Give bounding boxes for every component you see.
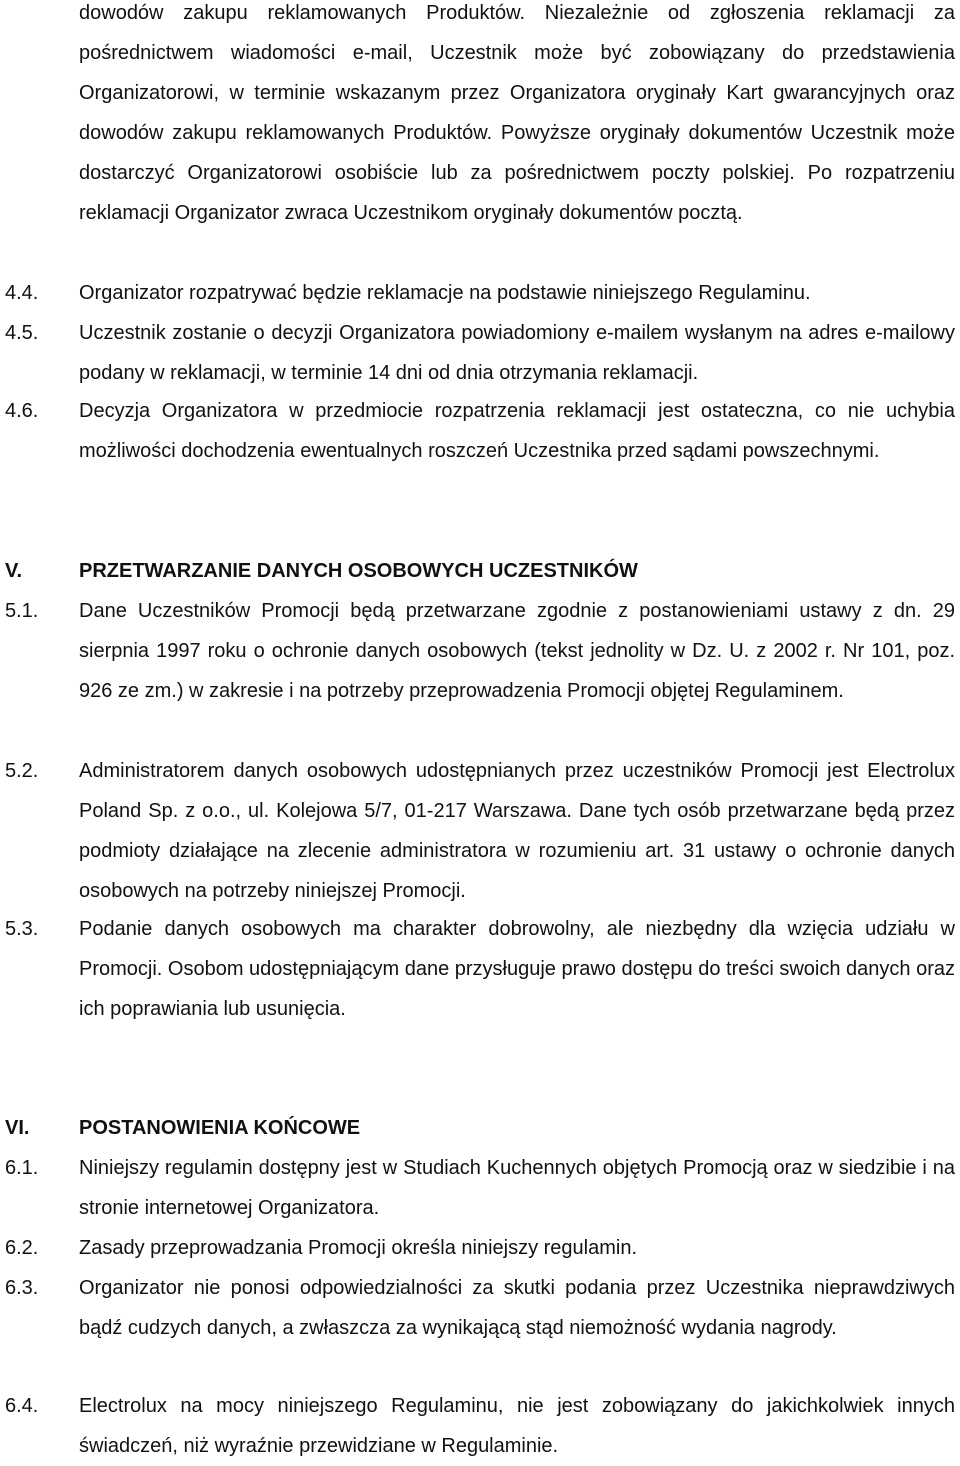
clause-text: Administratorem danych osobowych udostępnianych przez uczestników Promocji jest Electrolux Poland Sp. z o.o., ul. Kolejowa 5/7, 01-217 Warszawa. Dane tych osób przetwarzane będą przez podmioty działające na zlecenie administratora w rozumieniu art. 31 ustawy o ochronie danych osobowych na potrzeby niniejszej Promocji. xyxy=(79,760,955,902)
section-number: VI. xyxy=(5,1117,30,1139)
clause-number: 6.4. xyxy=(5,1395,39,1417)
clause-number: 5.3. xyxy=(5,918,39,940)
clause-text: Podanie danych osobowych ma charakter dobrowolny, ale niezbędny dla wzięcia udziału w Promocji. Osobom udostępniającym dane przysługuje prawo dostępu do treści swoich danych oraz ich poprawiania lub usunięcia. xyxy=(79,918,956,1020)
section-title: POSTANOWIENIA KOŃCOWE xyxy=(79,1117,361,1139)
clause-number: 4.4. xyxy=(5,282,39,304)
clause-text: Niniejszy regulamin dostępny jest w Studiach Kuchennych objętych Promocją oraz w siedzibie i na stronie internetowej Organizatora. xyxy=(79,1157,955,1219)
clause-number: 6.1. xyxy=(5,1157,39,1179)
clause-number: 5.2. xyxy=(5,760,39,782)
clause-text: Dane Uczestników Promocji będą przetwarzane zgodnie z postanowieniami ustawy z dn. 29 sierpnia 1997 roku o ochronie danych osobowych (tekst jednolity w Dz. U. z 2002 r. Nr 101, poz. 926 ze zm.) w zakresie i na potrzeby przeprowadzenia Promocji objętej Regulaminem. xyxy=(79,600,955,702)
clause-number: 4.5. xyxy=(5,322,39,344)
section-number: V. xyxy=(5,560,23,582)
clause-number: 5.1. xyxy=(5,600,39,622)
clause-text: Organizator rozpatrywać będzie reklamacje na podstawie niniejszego Regulaminu. xyxy=(79,282,811,304)
clause-text: Organizator nie ponosi odpowiedzialności za skutki podania przez Uczestnika nieprawdziwych bądź cudzych danych, a zwłaszcza za wynikającą stąd niemożność wydania nagrody. xyxy=(79,1277,955,1339)
clause-number: 6.2. xyxy=(5,1237,39,1259)
clause-text: Zasady przeprowadzania Promocji określa niniejszy regulamin. xyxy=(79,1237,638,1259)
clause-number: 6.3. xyxy=(5,1277,39,1299)
section-title: PRZETWARZANIE DANYCH OSOBOWYCH UCZESTNIKÓW xyxy=(79,560,638,582)
intro-text: dowodów zakupu reklamowanych Produktów. Niezależnie od zgłoszenia reklamacji za pośrednictwem wiadomości e-mail, Uczestnik może być zobowiązany do przedstawienia Organizatorowi, w terminie wskazanym przez Organizatora oryginały Kart gwarancyjnych oraz dowodów zakupu reklamowanych Produktów. Powyższe oryginały dokumentów Uczestnik może dostarczyć Organizatorowi osobiście lub za pośrednictwem poczty polskiej. Po rozpatrzeniu reklamacji Organizator zwraca Uczestnikom oryginały dokumentów pocztą. xyxy=(79,2,955,224)
clause-number: 4.6. xyxy=(5,400,39,422)
clause-text: Electrolux na mocy niniejszego Regulaminu, nie jest zobowiązany do jakichkolwiek innych świadczeń, niż wyraźnie przewidziane w Regulaminie. xyxy=(79,1395,955,1457)
clause-text: Uczestnik zostanie o decyzji Organizatora powiadomiony e-mailem wysłanym na adres e-mailowy podany w reklamacji, w terminie 14 dni od dnia otrzymania reklamacji. xyxy=(79,322,955,384)
clause-text: Decyzja Organizatora w przedmiocie rozpatrzenia reklamacji jest ostateczna, co nie uchybia możliwości dochodzenia ewentualnych roszczeń Uczestnika przed sądami powszechnymi. xyxy=(79,400,955,462)
